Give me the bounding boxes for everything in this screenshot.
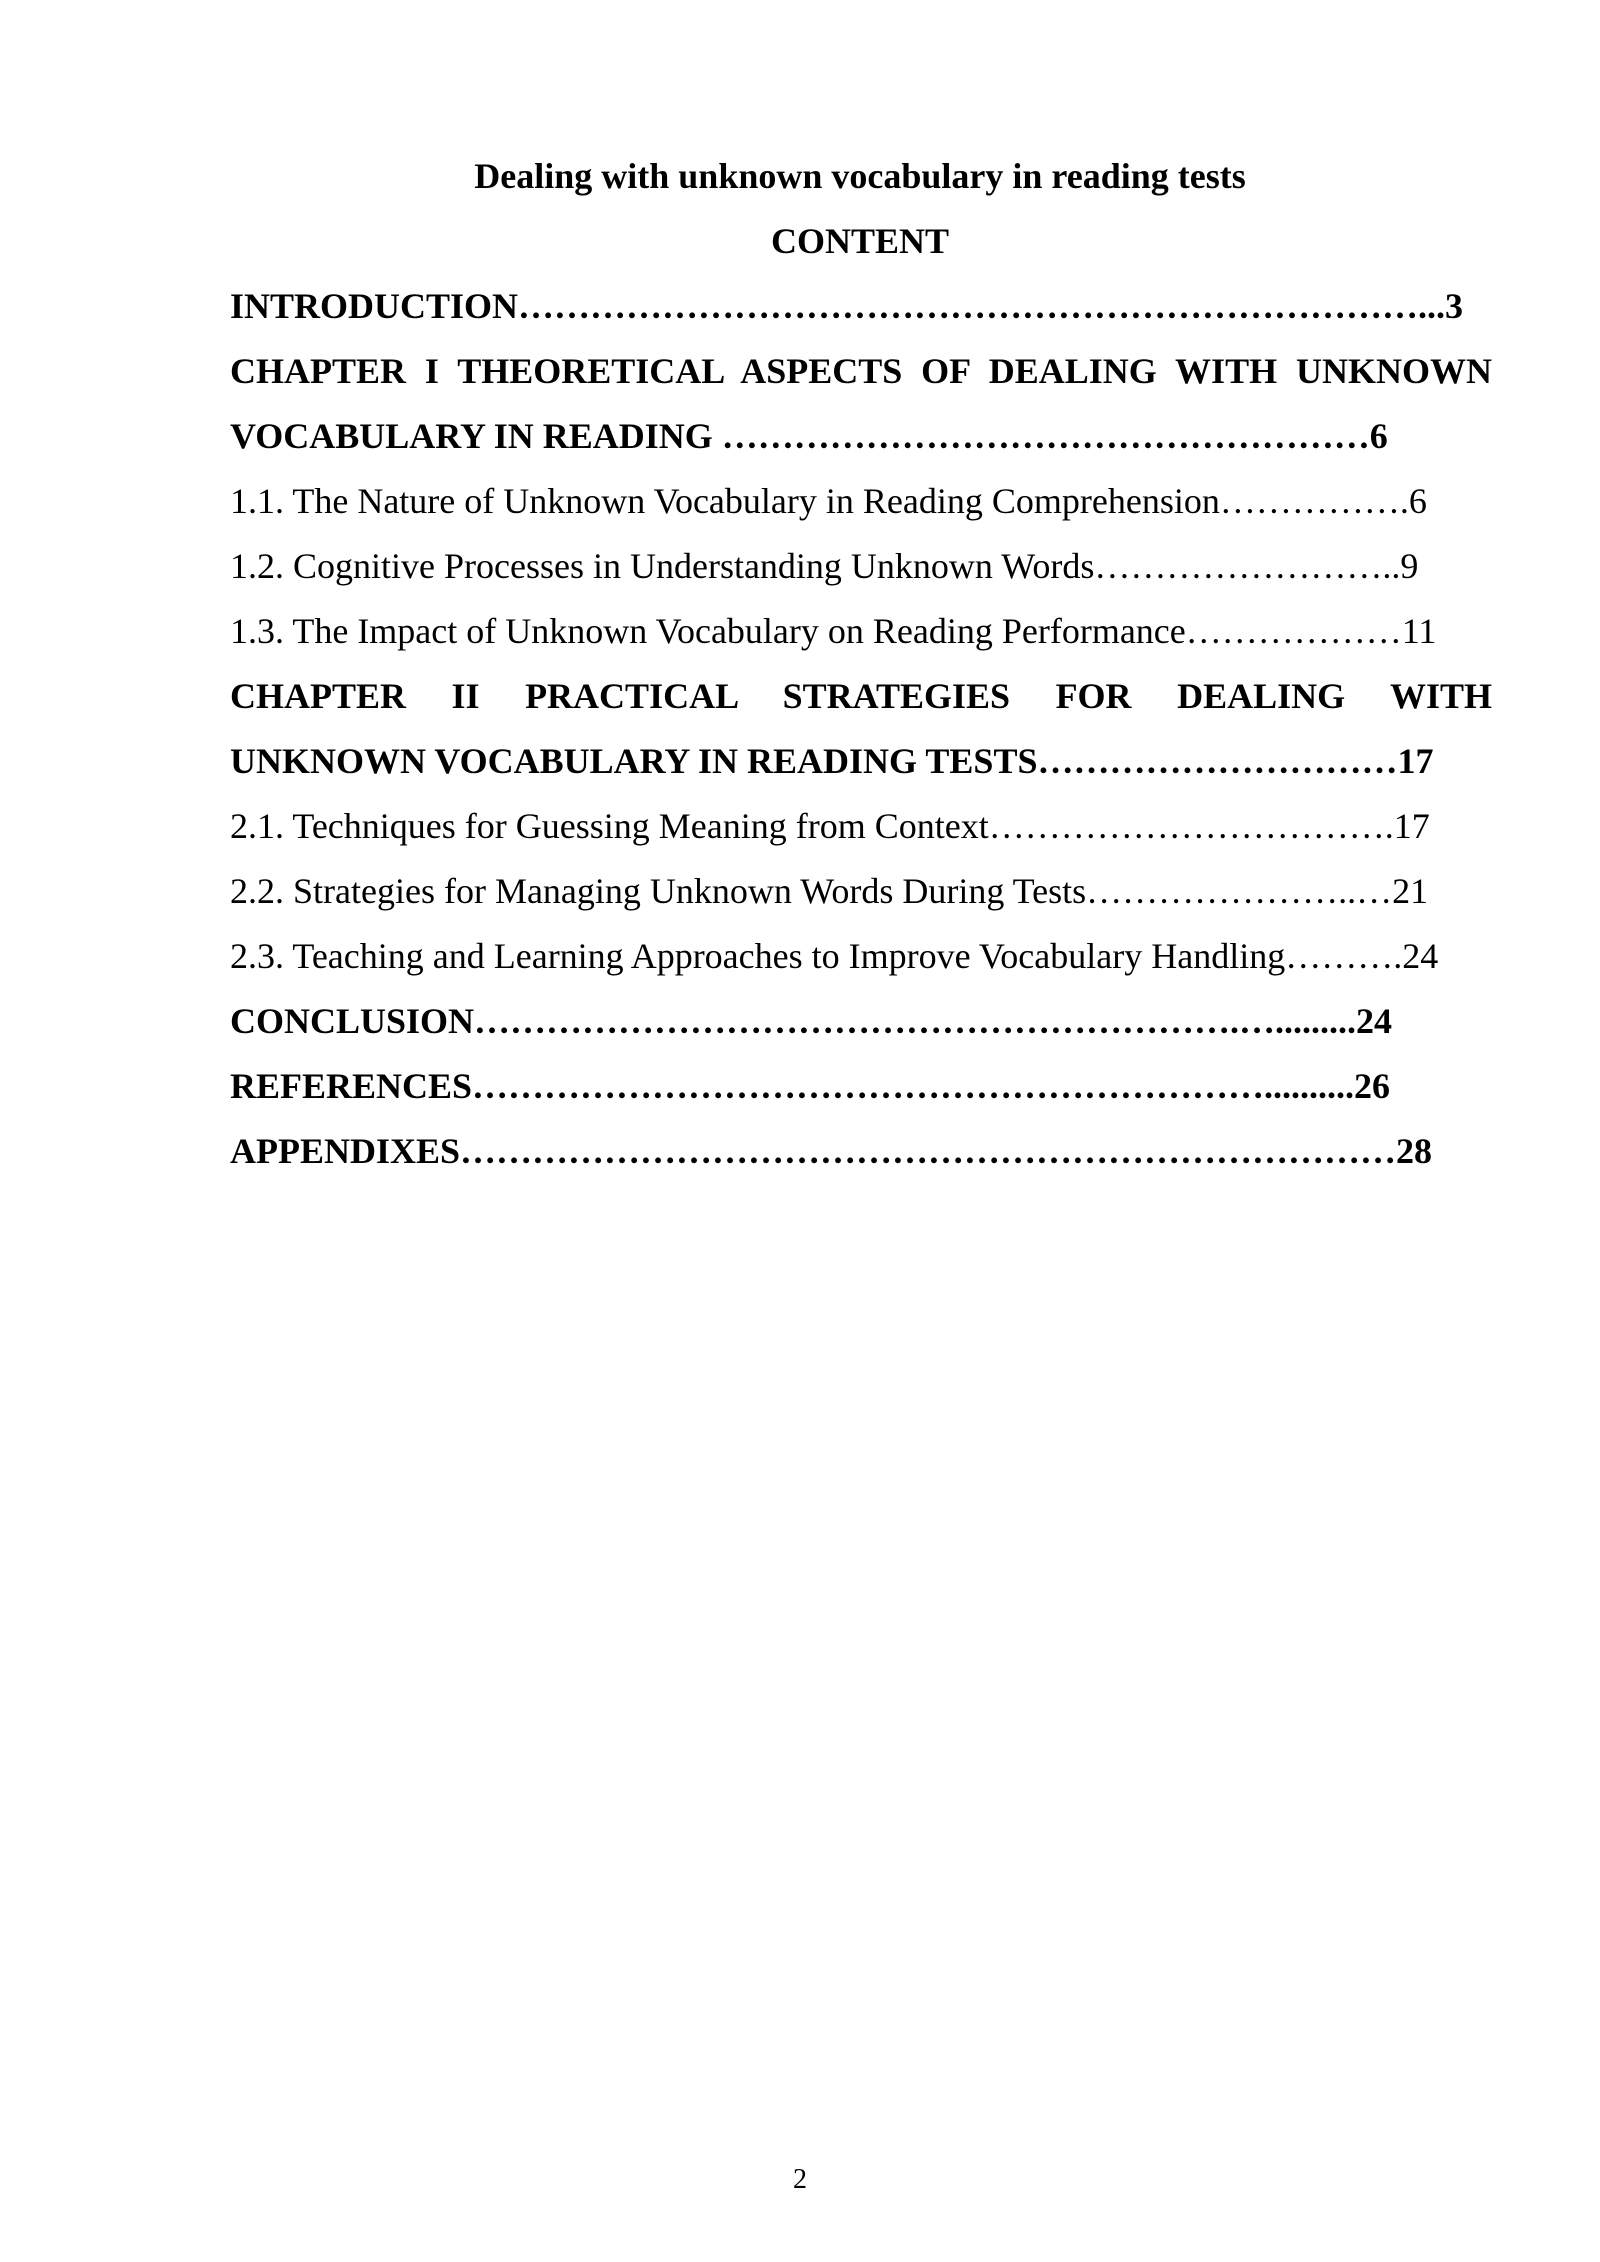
toc-entry-appendixes: APPENDIXES……………………………………………………………………28 — [230, 1131, 1433, 1171]
toc-entry-1-1: 1.1. The Nature of Unknown Vocabulary in Reading Comprehension…………….6 — [230, 481, 1427, 521]
page-number: 2 — [793, 2164, 807, 2195]
toc-entry-chapter-1-line-1: CHAPTER I THEORETICAL ASPECTS OF DEALING WITH UNKNOWN — [230, 351, 1492, 391]
toc-entry-conclusion: CONCLUSION……………………………………………………….….........24 — [230, 1001, 1393, 1041]
toc-entry-references: REFERENCES…………………………………………………………..........26 — [230, 1066, 1391, 1106]
toc-entry-chapter-2-line-2: UNKNOWN VOCABULARY IN READING TESTS…………………………17 — [230, 741, 1434, 781]
table-of-contents — [230, 284, 1492, 1194]
toc-entry-introduction: INTRODUCTION…………………………………………………………………...3 — [230, 286, 1464, 326]
toc-entry-2-1: 2.1. Techniques for Guessing Meaning from Context…………………………….17 — [230, 806, 1430, 846]
toc-entry-chapter-1-line-2: VOCABULARY IN READING ………………………………………………6 — [230, 416, 1388, 456]
toc-entry-1-3: 1.3. The Impact of Unknown Vocabulary on Reading Performance………………11 — [230, 611, 1437, 651]
toc-entry-2-2: 2.2. Strategies for Managing Unknown Words During Tests…………………..…21 — [230, 871, 1429, 911]
contents-heading: CONTENT — [770, 221, 950, 261]
toc-entry-chapter-2-line-1: CHAPTER II PRACTICAL STRATEGIES FOR DEALING WITH — [230, 676, 1492, 716]
toc-entry-1-2: 1.2. Cognitive Processes in Understanding Unknown Words……………………..9 — [230, 546, 1419, 586]
toc-entry-2-3: 2.3. Teaching and Learning Approaches to Improve Vocabulary Handling……….24 — [230, 936, 1439, 976]
document-title: Dealing with unknown vocabulary in reading tests — [474, 156, 1246, 196]
